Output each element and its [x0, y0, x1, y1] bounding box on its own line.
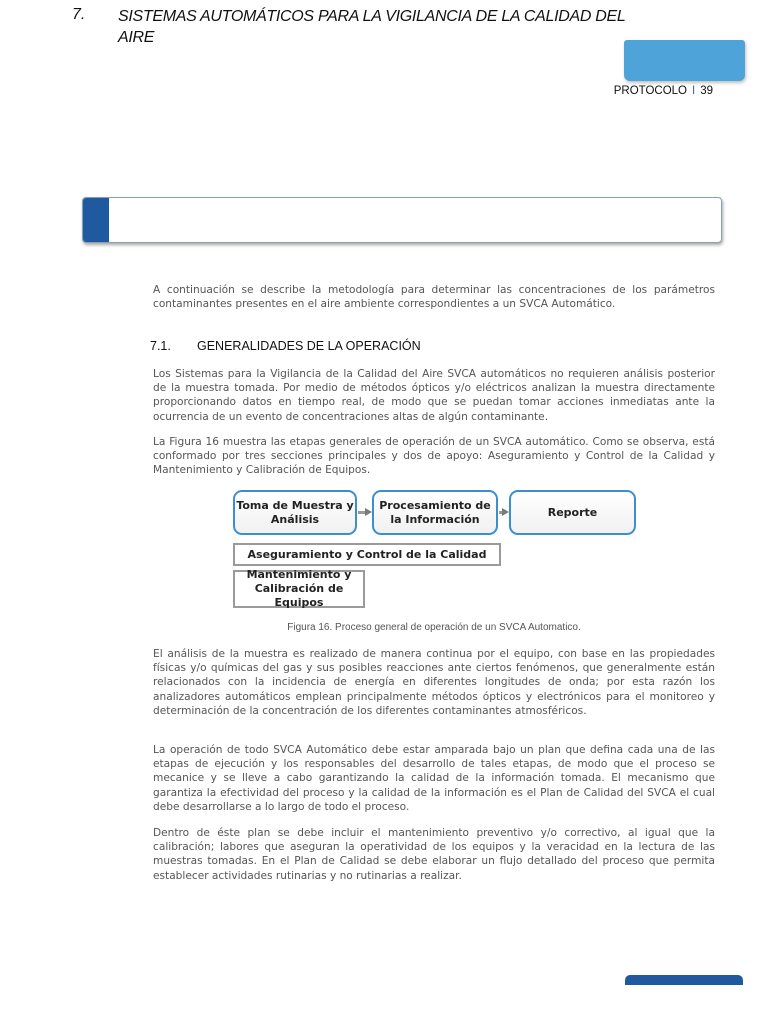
paragraph-1: Los Sistemas para la Vigilancia de la Calidad del Aire SVCA automáticos no requieren análisis posterior de la muestra tomada. Por medio de métodos ópticos y/o eléctricos analizan la muestra directamente proporcionando datos en tiempo real, de modo que se puedan tomar acciones inmediatas ante la ocurrencia de un evento de concentraciones altas de algún contaminante. [153, 368, 715, 423]
section-heading-bar [83, 198, 109, 242]
footer-tab-decoration [625, 975, 743, 985]
paragraph-2: La Figura 16 muestra las etapas generales de operación de un SVCA automático. Como se observa, está conformado por tres secciones principales y dos de apoyo: Aseguramiento y Control de la Calidad y Mantenimiento y Calibración de Equipos. [153, 436, 715, 477]
page-header [614, 85, 713, 97]
figure-caption: Figura 16. Proceso general de operación de un SVCA Automatico. [287, 622, 581, 633]
header-tab-decoration [624, 40, 745, 81]
diagram-box-procesamiento: Procesamiento de la Información [372, 490, 498, 535]
diagram-bar-mantenimiento: Mantenimiento y Calibración de Equipos [233, 570, 365, 608]
paragraph-4: La operación de todo SVCA Automático debe estar amparada bajo un plan que defina cada una de las etapas de ejecución y los responsables del desarrollo de tales etapas, de modo que el proceso se mecanice y se lleve a cabo garantizando la calidad de la información tomada. El mecanismo que garantiza la efectividad del proceso y la calidad de la información es el Plan de Calidad del SVCA el cual debe desarrollarse a lo largo de todo el proceso. [153, 744, 715, 813]
subsection-number: 7.1. [150, 339, 171, 353]
header-label: PROTOCOLO [613, 85, 687, 97]
paragraph-5: Dentro de éste plan se debe incluir el mantenimiento preventivo y/o correctivo, al igual que la calibración; labores que aseguran la operatividad de los equipos y la veracidad en la lectura de las muestras tomadas. En el Plan de Calidad se debe elaborar un flujo detallado del proceso que permita establecer actividades rutinarias y no rutinarias a realizar. [153, 827, 715, 882]
intro-paragraph: A continuación se describe la metodología para determinar las concentraciones de los parámetros contaminantes presentes en el aire ambiente correspondientes a un SVCA Automático. [153, 284, 715, 311]
arrow-1-head [365, 508, 372, 516]
section-number: 7. [72, 6, 86, 23]
header-separator: I [692, 85, 696, 97]
page-number: 39 [700, 85, 713, 97]
section-title: SISTEMAS AUTOMÁTICOS PARA LA VIGILANCIA DE LA CALIDAD DEL AIRE [118, 8, 626, 46]
arrow-2-head [502, 508, 509, 516]
subsection-title: GENERALIDADES DE LA OPERACIÓN [197, 339, 421, 353]
section-heading-box [82, 197, 722, 243]
diagram-box-toma-muestra: Toma de Muestra y Análisis [233, 490, 357, 535]
diagram-box-reporte: Reporte [509, 490, 636, 535]
diagram-bar-aseguramiento: Aseguramiento y Control de la Calidad [233, 543, 501, 566]
paragraph-3: El análisis de la muestra es realizado de manera continua por el equipo, con base en las propiedades físicas y/o químicas del gas y sus posibles reacciones ante ciertos fenómenos, que generalmente están relacionados con la incidencia de energía en diferentes longitudes de onda; por esta razón los analizadores automáticos emplean principalmente métodos ópticos y electrónicos para el monitoreo y determinación de la concentración de los diferentes contaminantes atmosféricos. [153, 648, 715, 717]
